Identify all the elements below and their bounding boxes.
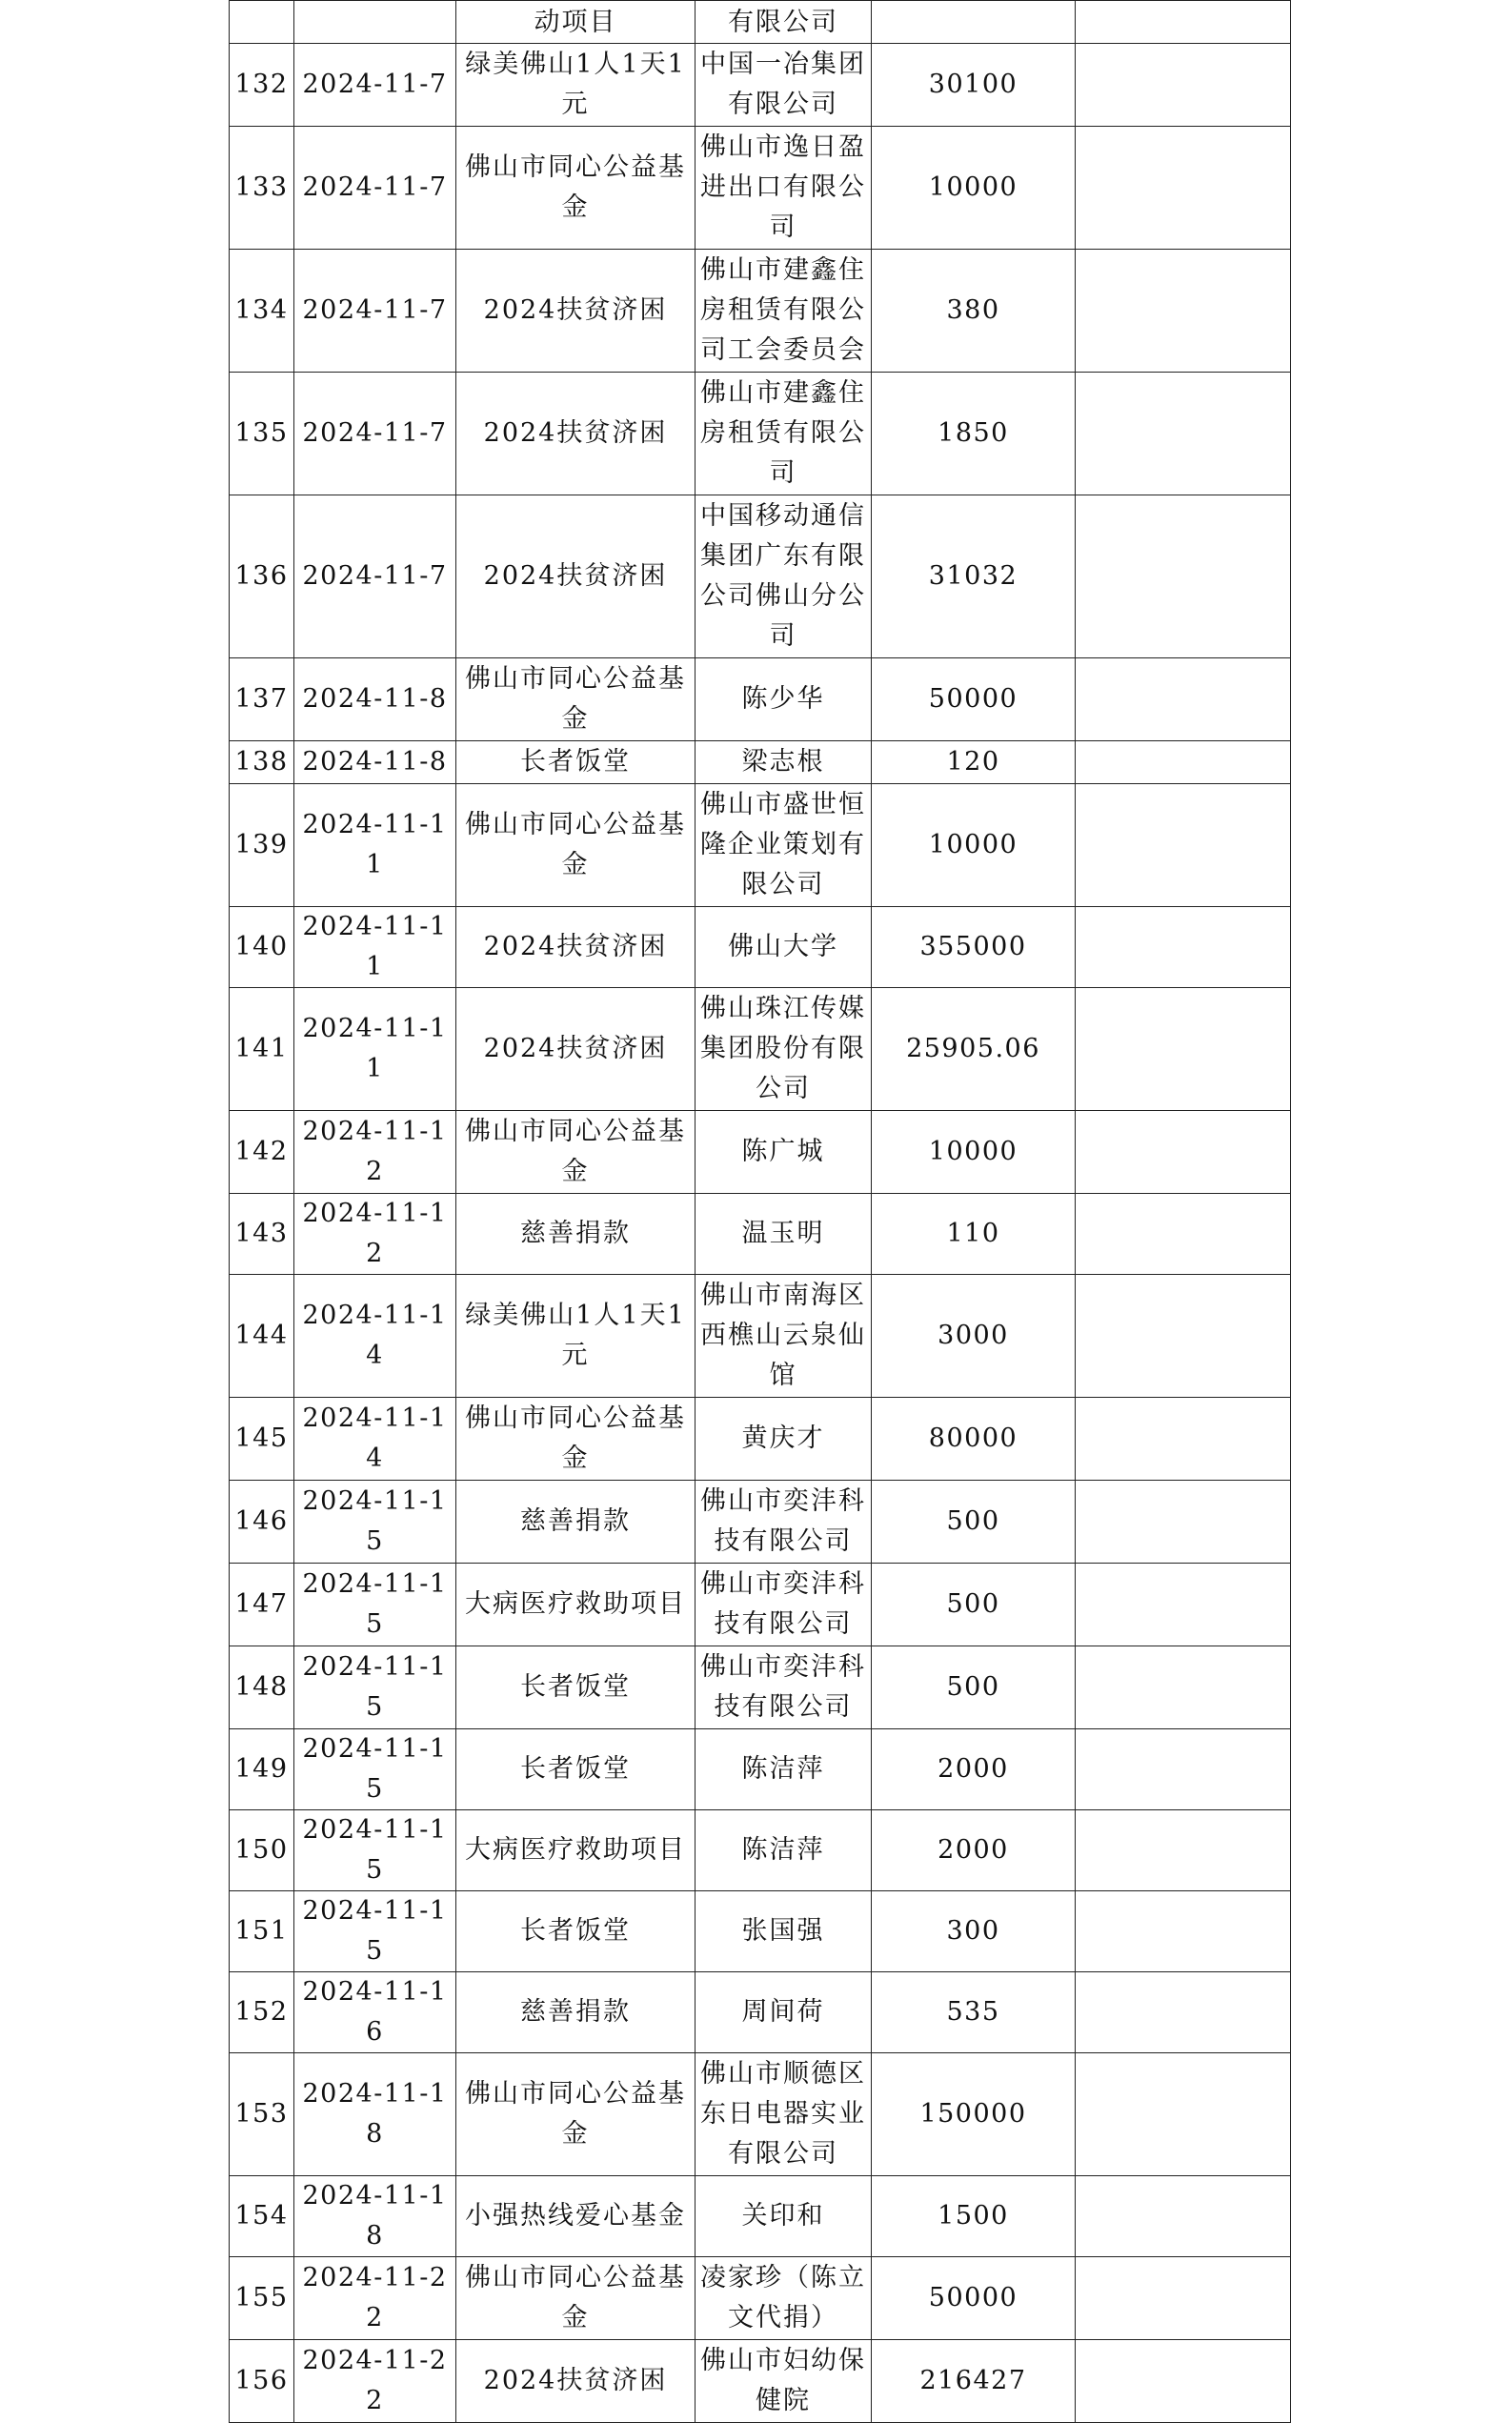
project-cell: 佛山市同心公益基金 xyxy=(456,1111,696,1194)
amount-cell: 80000 xyxy=(872,1398,1076,1481)
donor-cell: 黄庆才 xyxy=(696,1398,872,1481)
amount-cell: 10000 xyxy=(872,127,1076,250)
donor-cell: 佛山市盛世恒隆企业策划有限公司 xyxy=(696,784,872,907)
row-number-cell: 142 xyxy=(230,1111,294,1194)
project-cell: 佛山市同心公益基金 xyxy=(456,658,696,741)
table-row xyxy=(230,1972,1291,2053)
row-number-cell: 134 xyxy=(230,250,294,373)
donor-cell: 佛山珠江传媒集团股份有限公司 xyxy=(696,988,872,1111)
table-row xyxy=(230,44,1291,127)
row-number-cell: 146 xyxy=(230,1481,294,1564)
amount-cell: 1850 xyxy=(872,373,1076,495)
donations-table xyxy=(229,0,1291,2423)
row-number-cell: 149 xyxy=(230,1729,294,1810)
table-row xyxy=(230,784,1291,907)
donor-cell: 周间荷 xyxy=(696,1972,872,2053)
date-cell: 2024-11-15 xyxy=(294,1891,456,1972)
project-cell: 2024扶贫济困 xyxy=(456,495,696,658)
row-number-cell: 153 xyxy=(230,2053,294,2176)
date-cell: 2024-11-15 xyxy=(294,1810,456,1891)
project-cell: 2024扶贫济困 xyxy=(456,373,696,495)
date-cell: 2024-11-15 xyxy=(294,1481,456,1564)
donor-cell: 佛山市南海区西樵山云泉仙馆 xyxy=(696,1275,872,1398)
table-row xyxy=(230,1646,1291,1729)
donor-cell: 陈洁萍 xyxy=(696,1729,872,1810)
row-number-cell: 147 xyxy=(230,1564,294,1646)
table-row xyxy=(230,373,1291,495)
amount-cell: 500 xyxy=(872,1646,1076,1729)
note-cell xyxy=(1076,658,1291,741)
note-cell xyxy=(1076,2340,1291,2423)
note-cell xyxy=(1076,1275,1291,1398)
donor-cell: 佛山市逸日盈进出口有限公司 xyxy=(696,127,872,250)
note-cell xyxy=(1076,1398,1291,1481)
continuation-donor-cell: 有限公司 xyxy=(696,1,872,44)
table-body xyxy=(230,1,1291,2423)
row-number-cell: 141 xyxy=(230,988,294,1111)
table-row xyxy=(230,2176,1291,2257)
note-cell xyxy=(1076,1194,1291,1275)
note-cell xyxy=(1076,1729,1291,1810)
amount-cell: 500 xyxy=(872,1481,1076,1564)
note-cell xyxy=(1076,1810,1291,1891)
table-row xyxy=(230,1398,1291,1481)
row-number-cell: 156 xyxy=(230,2340,294,2423)
note-cell xyxy=(1076,1972,1291,2053)
amount-cell: 300 xyxy=(872,1891,1076,1972)
date-cell: 2024-11-7 xyxy=(294,373,456,495)
amount-cell: 500 xyxy=(872,1564,1076,1646)
table-row xyxy=(230,1729,1291,1810)
project-cell: 2024扶贫济困 xyxy=(456,250,696,373)
table-row xyxy=(230,1481,1291,1564)
date-cell: 2024-11-18 xyxy=(294,2176,456,2257)
donor-cell: 陈广城 xyxy=(696,1111,872,1194)
note-cell xyxy=(1076,250,1291,373)
row-number-cell: 132 xyxy=(230,44,294,127)
date-cell: 2024-11-11 xyxy=(294,907,456,988)
project-cell: 佛山市同心公益基金 xyxy=(456,1398,696,1481)
note-cell xyxy=(1076,373,1291,495)
table-row xyxy=(230,1111,1291,1194)
donation-record-table xyxy=(229,0,1290,2423)
table-row xyxy=(230,2340,1291,2423)
table-row xyxy=(230,1810,1291,1891)
row-number-cell: 148 xyxy=(230,1646,294,1729)
donor-cell: 佛山市奕沣科技有限公司 xyxy=(696,1646,872,1729)
table-row xyxy=(230,907,1291,988)
project-cell: 慈善捐款 xyxy=(456,1972,696,2053)
table-row xyxy=(230,1194,1291,1275)
note-cell xyxy=(1076,907,1291,988)
continuation-date-cell xyxy=(294,1,456,44)
project-cell: 长者饭堂 xyxy=(456,1891,696,1972)
amount-cell: 10000 xyxy=(872,1111,1076,1194)
donor-cell: 中国一冶集团有限公司 xyxy=(696,44,872,127)
table-row xyxy=(230,2053,1291,2176)
project-cell: 小强热线爱心基金 xyxy=(456,2176,696,2257)
project-cell: 佛山市同心公益基金 xyxy=(456,784,696,907)
continuation-project-cell: 动项目 xyxy=(456,1,696,44)
table-row xyxy=(230,658,1291,741)
amount-cell: 2000 xyxy=(872,1810,1076,1891)
date-cell: 2024-11-12 xyxy=(294,1194,456,1275)
project-cell: 长者饭堂 xyxy=(456,1646,696,1729)
amount-cell: 150000 xyxy=(872,2053,1076,2176)
row-number-cell: 138 xyxy=(230,741,294,784)
amount-cell: 50000 xyxy=(872,2257,1076,2340)
project-cell: 2024扶贫济困 xyxy=(456,2340,696,2423)
date-cell: 2024-11-15 xyxy=(294,1564,456,1646)
table-row xyxy=(230,2257,1291,2340)
row-number-cell: 154 xyxy=(230,2176,294,2257)
table-row xyxy=(230,988,1291,1111)
project-cell: 绿美佛山1人1天1元 xyxy=(456,1275,696,1398)
date-cell: 2024-11-15 xyxy=(294,1729,456,1810)
note-cell xyxy=(1076,44,1291,127)
date-cell: 2024-11-7 xyxy=(294,250,456,373)
date-cell: 2024-11-7 xyxy=(294,44,456,127)
row-number-cell: 143 xyxy=(230,1194,294,1275)
amount-cell: 216427 xyxy=(872,2340,1076,2423)
note-cell xyxy=(1076,741,1291,784)
table-row xyxy=(230,495,1291,658)
donor-cell: 陈少华 xyxy=(696,658,872,741)
row-number-cell: 152 xyxy=(230,1972,294,2053)
date-cell: 2024-11-7 xyxy=(294,495,456,658)
project-cell: 长者饭堂 xyxy=(456,741,696,784)
date-cell: 2024-11-18 xyxy=(294,2053,456,2176)
date-cell: 2024-11-16 xyxy=(294,1972,456,2053)
project-cell: 佛山市同心公益基金 xyxy=(456,2257,696,2340)
table-row xyxy=(230,127,1291,250)
row-number-cell: 140 xyxy=(230,907,294,988)
donor-cell: 佛山市奕沣科技有限公司 xyxy=(696,1481,872,1564)
note-cell xyxy=(1076,1891,1291,1972)
row-number-cell: 150 xyxy=(230,1810,294,1891)
row-number-cell: 137 xyxy=(230,658,294,741)
note-cell xyxy=(1076,784,1291,907)
amount-cell: 25905.06 xyxy=(872,988,1076,1111)
amount-cell: 31032 xyxy=(872,495,1076,658)
donor-cell: 佛山市妇幼保健院 xyxy=(696,2340,872,2423)
continuation-no-cell xyxy=(230,1,294,44)
date-cell: 2024-11-7 xyxy=(294,127,456,250)
donor-cell: 梁志根 xyxy=(696,741,872,784)
date-cell: 2024-11-22 xyxy=(294,2340,456,2423)
project-cell: 2024扶贫济困 xyxy=(456,988,696,1111)
row-number-cell: 151 xyxy=(230,1891,294,1972)
row-number-cell: 144 xyxy=(230,1275,294,1398)
table-row xyxy=(230,1891,1291,1972)
note-cell xyxy=(1076,2176,1291,2257)
amount-cell: 2000 xyxy=(872,1729,1076,1810)
row-number-cell: 145 xyxy=(230,1398,294,1481)
amount-cell: 50000 xyxy=(872,658,1076,741)
note-cell xyxy=(1076,1111,1291,1194)
table-row xyxy=(230,1275,1291,1398)
donor-cell: 张国强 xyxy=(696,1891,872,1972)
table-row xyxy=(230,250,1291,373)
note-cell xyxy=(1076,1481,1291,1564)
table-row xyxy=(230,1564,1291,1646)
date-cell: 2024-11-14 xyxy=(294,1275,456,1398)
donor-cell: 中国移动通信集团广东有限公司佛山分公司 xyxy=(696,495,872,658)
date-cell: 2024-11-22 xyxy=(294,2257,456,2340)
donor-cell: 佛山市建鑫住房租赁有限公司 xyxy=(696,373,872,495)
amount-cell: 110 xyxy=(872,1194,1076,1275)
note-cell xyxy=(1076,2053,1291,2176)
row-number-cell: 155 xyxy=(230,2257,294,2340)
donor-cell: 佛山大学 xyxy=(696,907,872,988)
donor-cell: 关印和 xyxy=(696,2176,872,2257)
donor-cell: 陈洁萍 xyxy=(696,1810,872,1891)
project-cell: 佛山市同心公益基金 xyxy=(456,2053,696,2176)
note-cell xyxy=(1076,1646,1291,1729)
date-cell: 2024-11-11 xyxy=(294,784,456,907)
amount-cell: 120 xyxy=(872,741,1076,784)
project-cell: 绿美佛山1人1天1元 xyxy=(456,44,696,127)
row-number-cell: 136 xyxy=(230,495,294,658)
note-cell xyxy=(1076,988,1291,1111)
table-row xyxy=(230,741,1291,784)
donor-cell: 温玉明 xyxy=(696,1194,872,1275)
donor-cell: 凌家珍（陈立文代捐） xyxy=(696,2257,872,2340)
donor-cell: 佛山市奕沣科技有限公司 xyxy=(696,1564,872,1646)
project-cell: 2024扶贫济困 xyxy=(456,907,696,988)
note-cell xyxy=(1076,1564,1291,1646)
continuation-note-cell xyxy=(1076,1,1291,44)
project-cell: 长者饭堂 xyxy=(456,1729,696,1810)
amount-cell: 10000 xyxy=(872,784,1076,907)
amount-cell: 30100 xyxy=(872,44,1076,127)
project-cell: 慈善捐款 xyxy=(456,1194,696,1275)
date-cell: 2024-11-15 xyxy=(294,1646,456,1729)
amount-cell: 1500 xyxy=(872,2176,1076,2257)
amount-cell: 535 xyxy=(872,1972,1076,2053)
date-cell: 2024-11-12 xyxy=(294,1111,456,1194)
project-cell: 佛山市同心公益基金 xyxy=(456,127,696,250)
date-cell: 2024-11-11 xyxy=(294,988,456,1111)
row-number-cell: 139 xyxy=(230,784,294,907)
row-number-cell: 135 xyxy=(230,373,294,495)
note-cell xyxy=(1076,127,1291,250)
date-cell: 2024-11-14 xyxy=(294,1398,456,1481)
amount-cell: 355000 xyxy=(872,907,1076,988)
date-cell: 2024-11-8 xyxy=(294,658,456,741)
note-cell xyxy=(1076,2257,1291,2340)
row-number-cell: 133 xyxy=(230,127,294,250)
continuation-amount-cell xyxy=(872,1,1076,44)
date-cell: 2024-11-8 xyxy=(294,741,456,784)
amount-cell: 3000 xyxy=(872,1275,1076,1398)
donor-cell: 佛山市建鑫住房租赁有限公司工会委员会 xyxy=(696,250,872,373)
project-cell: 大病医疗救助项目 xyxy=(456,1564,696,1646)
project-cell: 慈善捐款 xyxy=(456,1481,696,1564)
continuation-row xyxy=(230,1,1291,44)
donor-cell: 佛山市顺德区东日电器实业有限公司 xyxy=(696,2053,872,2176)
project-cell: 大病医疗救助项目 xyxy=(456,1810,696,1891)
note-cell xyxy=(1076,495,1291,658)
amount-cell: 380 xyxy=(872,250,1076,373)
